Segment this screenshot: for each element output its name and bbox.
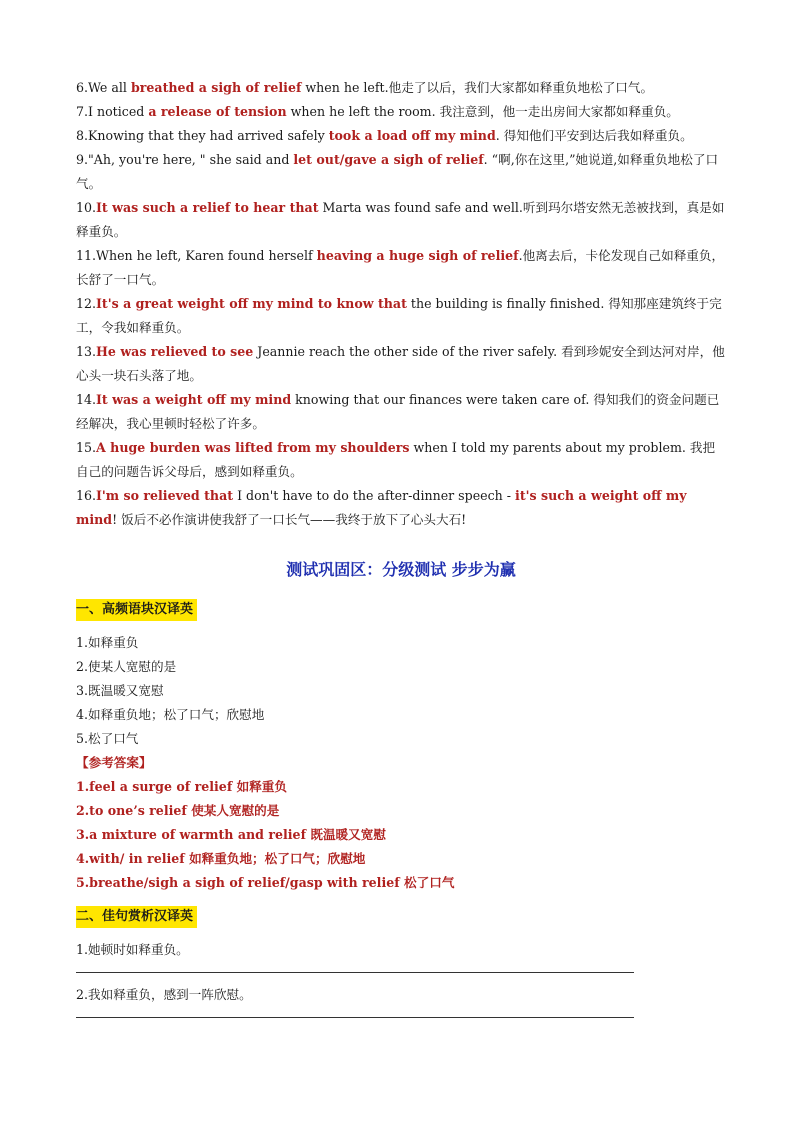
exercise-item: 5.松了口气: [76, 731, 139, 746]
document-page: [76, 76, 726, 1028]
part2-section: [76, 905, 726, 1018]
exercise-item: 1.她顿时如释重负。: [76, 942, 189, 957]
example-sentence: 14.It was a weight off my mind knowing that our finances were taken care of. 得知我们的资金问题已经解决，我心里顿时轻松了许多。: [76, 392, 720, 431]
answer-item: 3.a mixture of warmth and relief 既温暖又宽慰: [76, 827, 386, 842]
example-sentence: 10.It was such a relief to hear that Marta was found safe and well.听到玛尔塔安然无恙被找到，真是如释重负。: [76, 200, 725, 239]
exercise-item: 4.如释重负地；松了口气；欣慰地: [76, 707, 265, 722]
example-sentences: [76, 76, 726, 532]
example-sentence: 6.We all breathed a sigh of relief when he left.他走了以后，我们大家都如释重负地松了口气。: [76, 80, 654, 95]
answer-item: 5.breathe/sigh a sigh of relief/gasp with relief 松了口气: [76, 875, 455, 890]
answer-blank-line[interactable]: [76, 1007, 634, 1018]
exercise-item: 1.如释重负: [76, 635, 139, 650]
section-title: 测试巩固区：分级测试 步步为赢: [286, 560, 516, 579]
answer-header: 【参考答案】: [76, 755, 152, 770]
answer-item: 4.with/ in relief 如释重负地；松了口气；欣慰地: [76, 851, 366, 866]
exercise-item: 2.我如释重负，感到一阵欣慰。: [76, 987, 252, 1002]
example-sentence: 7.I noticed a release of tension when he left the room. 我注意到，他一走出房间大家都如释重负。: [76, 104, 679, 119]
exercise-item: 3.既温暖又宽慰: [76, 683, 164, 698]
exercise-item: 2.使某人宽慰的是: [76, 659, 177, 674]
answer-item: 2.to one’s relief 使某人宽慰的是: [76, 803, 280, 818]
example-sentence: 15.A huge burden was lifted from my shoulders when I told my parents about my problem. 我把自己的问题告诉父母后，感到如释重负。: [76, 440, 716, 479]
example-sentence: 11.When he left, Karen found herself heaving a huge sigh of relief.他离去后，卡伦发现自己如释重负，长舒了一口气。: [76, 248, 725, 287]
example-sentence: 9."Ah, you're here, " she said and let out/gave a sigh of relief. “啊,你在这里,”她说道,如释重负地松了口气。: [76, 152, 719, 191]
answer-item: 1.feel a surge of relief 如释重负: [76, 779, 287, 794]
part1-section: [76, 598, 726, 895]
part2-header: 二、佳句赏析汉译英: [76, 906, 197, 928]
answer-blank-line[interactable]: [76, 962, 634, 973]
example-sentence: 13.He was relieved to see Jeannie reach the other side of the river safely. 看到珍妮安全到达河对岸，他心头一块石头落了地。: [76, 344, 725, 383]
example-sentence: 16.I'm so relieved that I don't have to do the after-dinner speech - it's such a weight off my mind! 饭后不必作演讲使我舒了一口长气——我终于放下了心头大石!: [76, 488, 687, 527]
example-sentence: 12.It's a great weight off my mind to know that the building is finally finished. 得知那座建筑终于完工，令我如释重负。: [76, 296, 722, 335]
part1-header: 一、高频语块汉译英: [76, 599, 197, 621]
example-sentence: 8.Knowing that they had arrived safely took a load off my mind. 得知他们平安到达后我如释重负。: [76, 128, 693, 143]
